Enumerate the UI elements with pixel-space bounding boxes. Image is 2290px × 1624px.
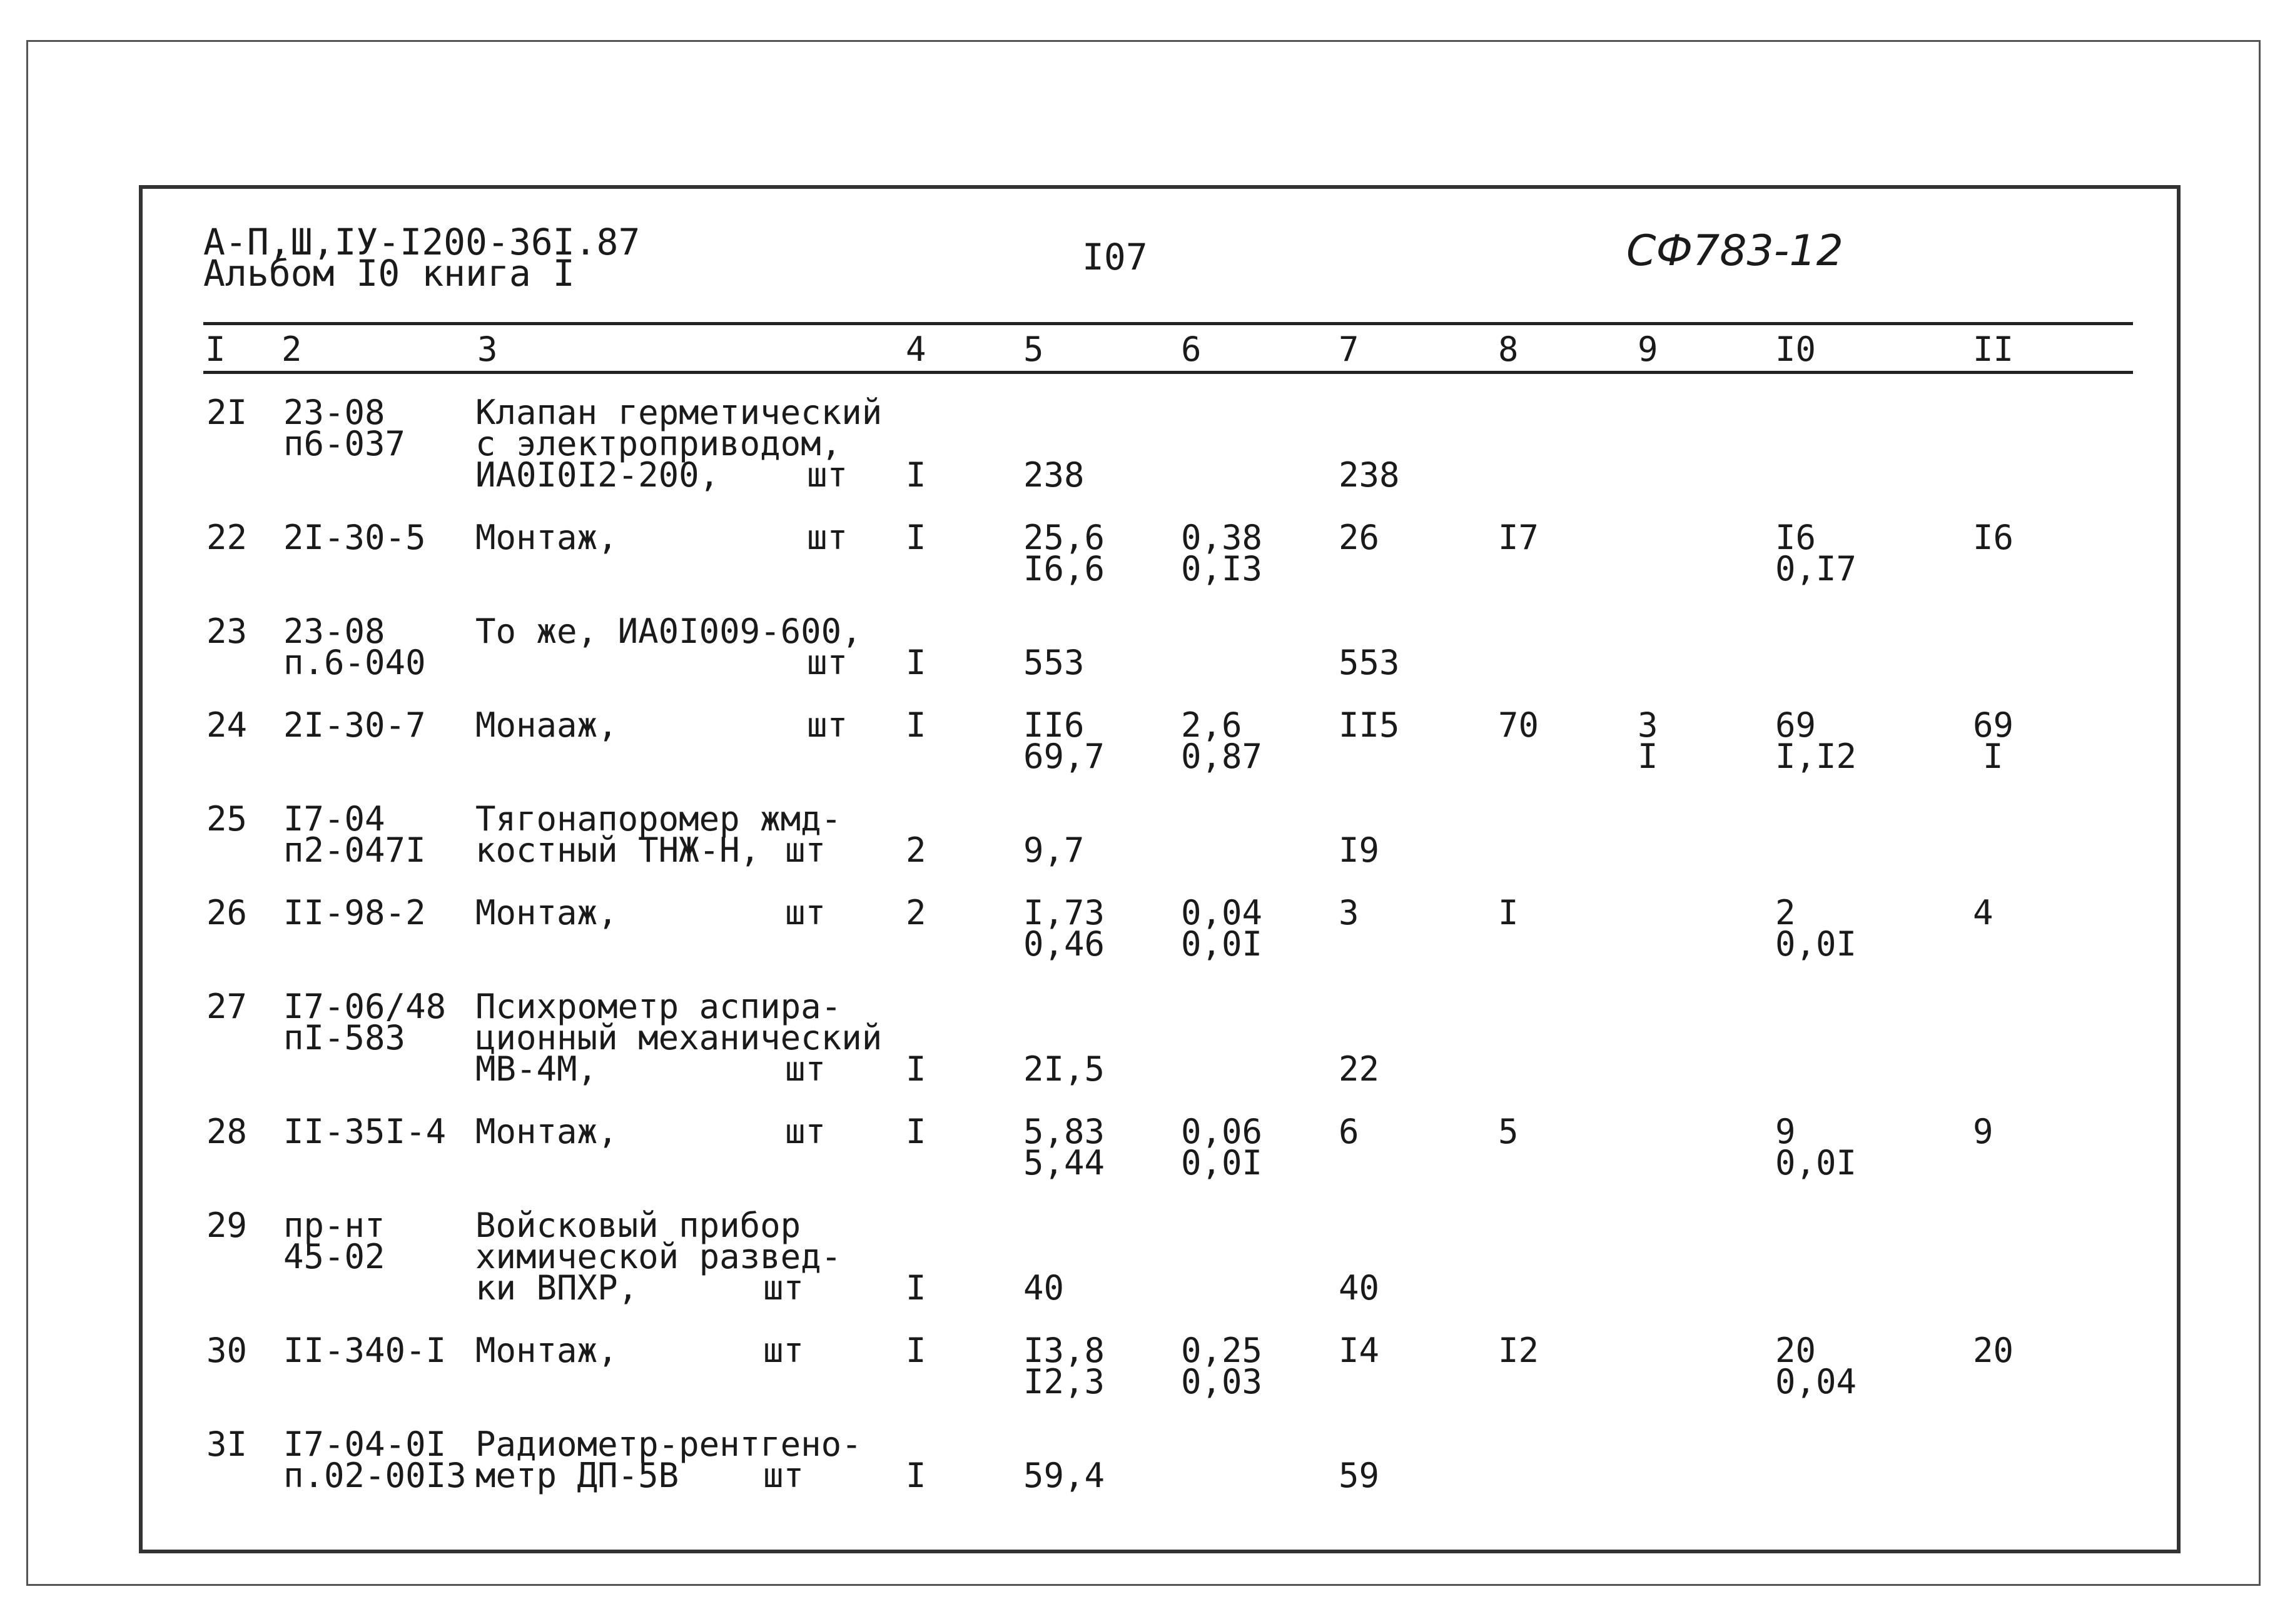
row-unit: шт — [807, 518, 848, 557]
row-col5: 5,44 — [1023, 1143, 1105, 1183]
row-col8: I7 — [1498, 518, 1539, 557]
row-qty: I — [906, 1049, 926, 1089]
row-col11: I6 — [1973, 518, 2014, 557]
row-code-line: 23-08 — [283, 393, 385, 432]
row-code-line: п.6-040 — [283, 643, 426, 682]
row-name-line: Монааж, — [475, 705, 618, 745]
row-col6: 0,04 — [1181, 893, 1263, 932]
row-name-line: с электроприводом, — [475, 424, 842, 463]
row-number: 26 — [206, 893, 248, 932]
row-number: 22 — [206, 518, 248, 557]
col-header-11: II — [1973, 330, 2014, 369]
row-qty: I — [906, 1456, 926, 1495]
col-header-6: 6 — [1181, 330, 1202, 369]
row-col6: 0,0I — [1181, 1143, 1263, 1183]
row-col10: 20 — [1775, 1331, 1816, 1370]
row-col5: 2I,5 — [1023, 1049, 1105, 1089]
col-header-4: 4 — [906, 330, 926, 369]
col-header-2: 2 — [281, 330, 302, 369]
row-code-line: п.02-00I3 — [283, 1456, 467, 1495]
row-name-line: Монтаж, — [475, 518, 618, 557]
row-unit: шт — [785, 893, 826, 932]
row-code-line: 2I-30-7 — [283, 705, 426, 745]
row-name-line: Тягонапоромер жмд- — [475, 799, 842, 839]
row-col11: I — [1983, 737, 2004, 776]
row-col11: 9 — [1973, 1112, 1994, 1151]
row-code-line: 2I-30-5 — [283, 518, 426, 557]
col-header-10: I0 — [1775, 330, 1816, 369]
row-qty: I — [906, 518, 926, 557]
row-col11: 69 — [1973, 705, 2014, 745]
row-col8: 70 — [1498, 705, 1539, 745]
row-col5: I2,3 — [1023, 1362, 1105, 1401]
row-col7: II5 — [1339, 705, 1400, 745]
row-code-line: I7-06/48 — [283, 987, 447, 1026]
col-header-3: 3 — [477, 330, 498, 369]
row-code-line: пI-583 — [283, 1018, 406, 1057]
row-unit: шт — [807, 455, 848, 495]
row-col7: 59 — [1339, 1456, 1380, 1495]
album-book: Альбом I0 книга I — [203, 252, 575, 295]
row-name-line: костный ТНЖ-Н, — [475, 830, 761, 870]
sheet-code: СФ783-12 — [1626, 226, 1843, 276]
row-qty: I — [906, 1268, 926, 1308]
row-unit: шт — [763, 1331, 804, 1370]
row-unit: шт — [807, 643, 848, 682]
row-col10: 0,I7 — [1775, 549, 1857, 588]
row-col5: II6 — [1023, 705, 1085, 745]
row-col6: 2,6 — [1181, 705, 1242, 745]
row-col7: I4 — [1339, 1331, 1380, 1370]
row-code-line: п6-037 — [283, 424, 406, 463]
row-number: 25 — [206, 799, 248, 839]
row-name-line: Монтаж, — [475, 1112, 618, 1151]
row-name-line: Радиометр-рентгено- — [475, 1425, 862, 1464]
row-unit: шт — [807, 705, 848, 745]
row-col10: 0,0I — [1775, 1143, 1857, 1183]
row-name-line: метр ДП-5В — [475, 1456, 679, 1495]
row-code-line: I7-04 — [283, 799, 385, 839]
row-col5: 238 — [1023, 455, 1085, 495]
row-number: 3I — [206, 1425, 248, 1464]
row-col7: 238 — [1339, 455, 1400, 495]
row-qty: I — [906, 705, 926, 745]
row-code-line: II-35I-4 — [283, 1112, 447, 1151]
row-unit: шт — [785, 1049, 826, 1089]
row-qty: I — [906, 643, 926, 682]
row-code-line: пр-нт — [283, 1206, 385, 1245]
row-col6: 0,03 — [1181, 1362, 1263, 1401]
col-header-7: 7 — [1339, 330, 1359, 369]
row-code-line: I7-04-0I — [283, 1425, 447, 1464]
row-col5: 0,46 — [1023, 924, 1105, 964]
row-col5: I3,8 — [1023, 1331, 1105, 1370]
row-col10: 0,0I — [1775, 924, 1857, 964]
row-col5: 9,7 — [1023, 830, 1085, 870]
row-number: 24 — [206, 705, 248, 745]
row-col11: 20 — [1973, 1331, 2014, 1370]
row-col5: 69,7 — [1023, 737, 1105, 776]
doc-designation: А-П,Ш,IУ-I200-36I.87 — [203, 221, 641, 263]
row-name-line: Психрометр аспира- — [475, 987, 842, 1026]
row-name-line: Монтаж, — [475, 1331, 618, 1370]
row-col6: 0,38 — [1181, 518, 1263, 557]
row-qty: I — [906, 455, 926, 495]
row-qty: I — [906, 1331, 926, 1370]
row-number: 28 — [206, 1112, 248, 1151]
row-col7: 26 — [1339, 518, 1380, 557]
row-number: 23 — [206, 612, 248, 651]
row-col7: 3 — [1339, 893, 1359, 932]
row-col9: 3 — [1638, 705, 1658, 745]
row-col5: 40 — [1023, 1268, 1065, 1308]
row-col11: 4 — [1973, 893, 1994, 932]
row-code-line: п2-047I — [283, 830, 426, 870]
row-col7: 40 — [1339, 1268, 1380, 1308]
row-col10: 0,04 — [1775, 1362, 1857, 1401]
row-col10: I6 — [1775, 518, 1816, 557]
row-number: 27 — [206, 987, 248, 1026]
row-qty: 2 — [906, 830, 926, 870]
row-unit: шт — [763, 1456, 804, 1495]
row-qty: I — [906, 1112, 926, 1151]
row-col6: 0,0I — [1181, 924, 1263, 964]
row-col5: 5,83 — [1023, 1112, 1105, 1151]
row-col7: 553 — [1339, 643, 1400, 682]
row-code-line: 45-02 — [283, 1237, 385, 1276]
row-col10: 2 — [1775, 893, 1796, 932]
row-name-line: Войсковый прибор — [475, 1206, 801, 1245]
row-col6: 0,25 — [1181, 1331, 1263, 1370]
row-code-line: II-98-2 — [283, 893, 426, 932]
row-col7: 22 — [1339, 1049, 1380, 1089]
row-col7: 6 — [1339, 1112, 1359, 1151]
col-header-1: I — [205, 330, 226, 369]
header-top-rule — [203, 322, 2133, 325]
row-name-line: ционный механический — [475, 1018, 883, 1057]
row-col5: I6,6 — [1023, 549, 1105, 588]
col-header-8: 8 — [1498, 330, 1519, 369]
row-col8: I — [1498, 893, 1519, 932]
col-header-9: 9 — [1638, 330, 1658, 369]
row-name-line: То же, ИА0I009-600, — [475, 612, 862, 651]
row-col6: 0,06 — [1181, 1112, 1263, 1151]
row-name-line: МВ-4М, — [475, 1049, 598, 1089]
row-name-line: химической развед- — [475, 1237, 842, 1276]
row-name-line: Монтаж, — [475, 893, 618, 932]
row-name-line: ИА0I0I2-200, — [475, 455, 720, 495]
row-col5: 553 — [1023, 643, 1085, 682]
header-bottom-rule — [203, 371, 2133, 374]
row-unit: шт — [785, 830, 826, 870]
row-col10: 69 — [1775, 705, 1816, 745]
row-code-line: 23-08 — [283, 612, 385, 651]
row-name-line: ки ВПХР, — [475, 1268, 639, 1308]
row-col7: I9 — [1339, 830, 1380, 870]
row-col5: I,73 — [1023, 893, 1105, 932]
row-number: 29 — [206, 1206, 248, 1245]
row-unit: шт — [763, 1268, 804, 1308]
row-name-line: Клапан герметический — [475, 393, 883, 432]
row-col5: 59,4 — [1023, 1456, 1105, 1495]
row-qty: 2 — [906, 893, 926, 932]
row-col5: 25,6 — [1023, 518, 1105, 557]
row-code-line: II-340-I — [283, 1331, 447, 1370]
row-col6: 0,87 — [1181, 737, 1263, 776]
row-number: 30 — [206, 1331, 248, 1370]
row-col6: 0,I3 — [1181, 549, 1263, 588]
row-col8: I2 — [1498, 1331, 1539, 1370]
row-col10: 9 — [1775, 1112, 1796, 1151]
row-number: 2I — [206, 393, 248, 432]
page-number: I07 — [1082, 236, 1148, 278]
row-unit: шт — [785, 1112, 826, 1151]
row-col9: I — [1638, 737, 1658, 776]
row-col8: 5 — [1498, 1112, 1519, 1151]
col-header-5: 5 — [1023, 330, 1044, 369]
row-col10: I,I2 — [1775, 737, 1857, 776]
